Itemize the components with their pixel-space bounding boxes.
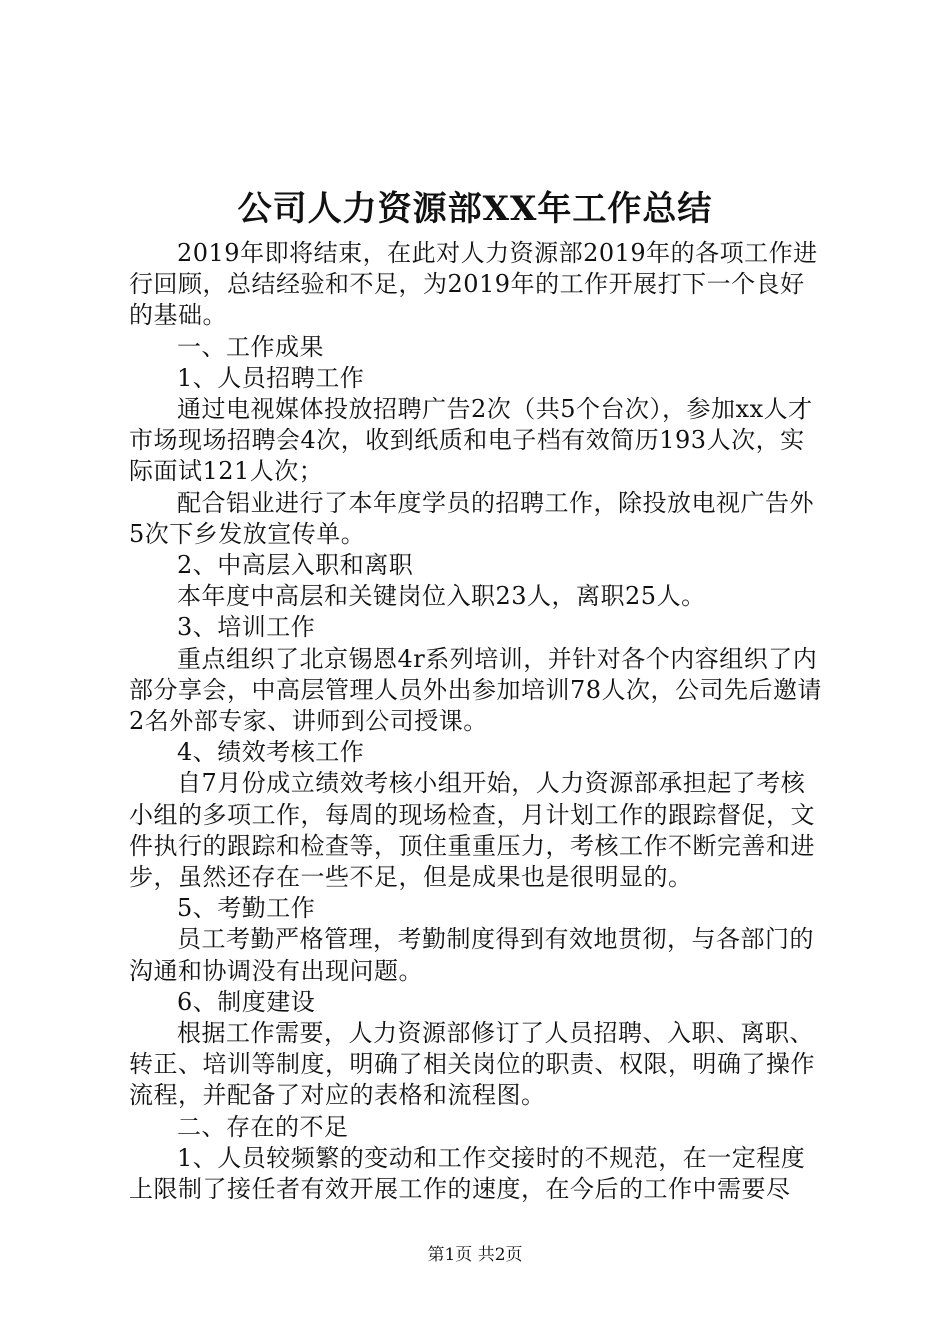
paragraph-attendance: 员工考勤严格管理，考勤制度得到有效地贯彻，与各部门的沟通和协调没有出现问题。 — [129, 925, 814, 985]
paragraph-performance: 自7月份成立绩效考核小组开始，人力资源部承担起了考核小组的多项工作，每周的现场检查，月计划工作的跟踪督促，文件执行的跟踪和检查等，顶住重重压力，考核工作不断完善和进步，虽然还存在一些不足，但是成果也是很明显的。 — [129, 769, 815, 892]
subheading-recruitment: 1、人员招聘工作 — [177, 363, 365, 392]
subheading-training: 3、培训工作 — [177, 613, 316, 642]
subheading-policy: 6、制度建设 — [177, 987, 316, 1016]
paragraph-recruitment-ads: 通过电视媒体投放招聘广告2次（共5个台次），参加xx人才市场现场招聘会4次，收到纸质和电子档有效简历193人次，实际面试121人次； — [129, 395, 813, 486]
paragraph-policy: 根据工作需要，人力资源部修订了人员招聘、入职、离职、转正、培训等制度，明确了相关岗位的职责、权限，明确了操作流程，并配备了对应的表格和流程图。 — [129, 1019, 815, 1110]
paragraph-onboarding: 本年度中高层和关键岗位入职23人，离职25人。 — [177, 582, 706, 611]
paragraph-recruitment-trainees: 配合铝业进行了本年度学员的招聘工作，除投放电视广告外5次下乡发放宣传单。 — [129, 488, 814, 548]
page-footer: 第1页 共2页 — [427, 1245, 523, 1265]
subheading-performance: 4、绩效考核工作 — [177, 738, 365, 767]
document-title: 公司人力资源部XX年工作总结 — [237, 189, 713, 229]
document-body — [129, 238, 829, 1205]
section-heading-achievements: 一、工作成果 — [177, 332, 324, 361]
paragraph-intro: 2019年即将结束，在此对人力资源部2019年的各项工作进行回顾，总结经验和不足，为2019年的工作开展打下一个良好的基础。 — [129, 239, 818, 330]
paragraph-shortcoming-1: 1、人员较频繁的变动和工作交接时的不规范，在一定程度上限制了接任者有效开展工作的速度，在今后的工作中需要尽 — [129, 1143, 806, 1204]
section-heading-shortcomings: 二、存在的不足 — [177, 1112, 349, 1141]
subheading-attendance: 5、考勤工作 — [177, 894, 316, 923]
subheading-onboarding: 2、中高层入职和离职 — [177, 551, 414, 580]
paragraph-training: 重点组织了北京锡恩4r系列培训，并针对各个内容组织了内部分享会，中高层管理人员外出参加培训78人次，公司先后邀请2名外部专家、讲师到公司授课。 — [129, 644, 823, 736]
